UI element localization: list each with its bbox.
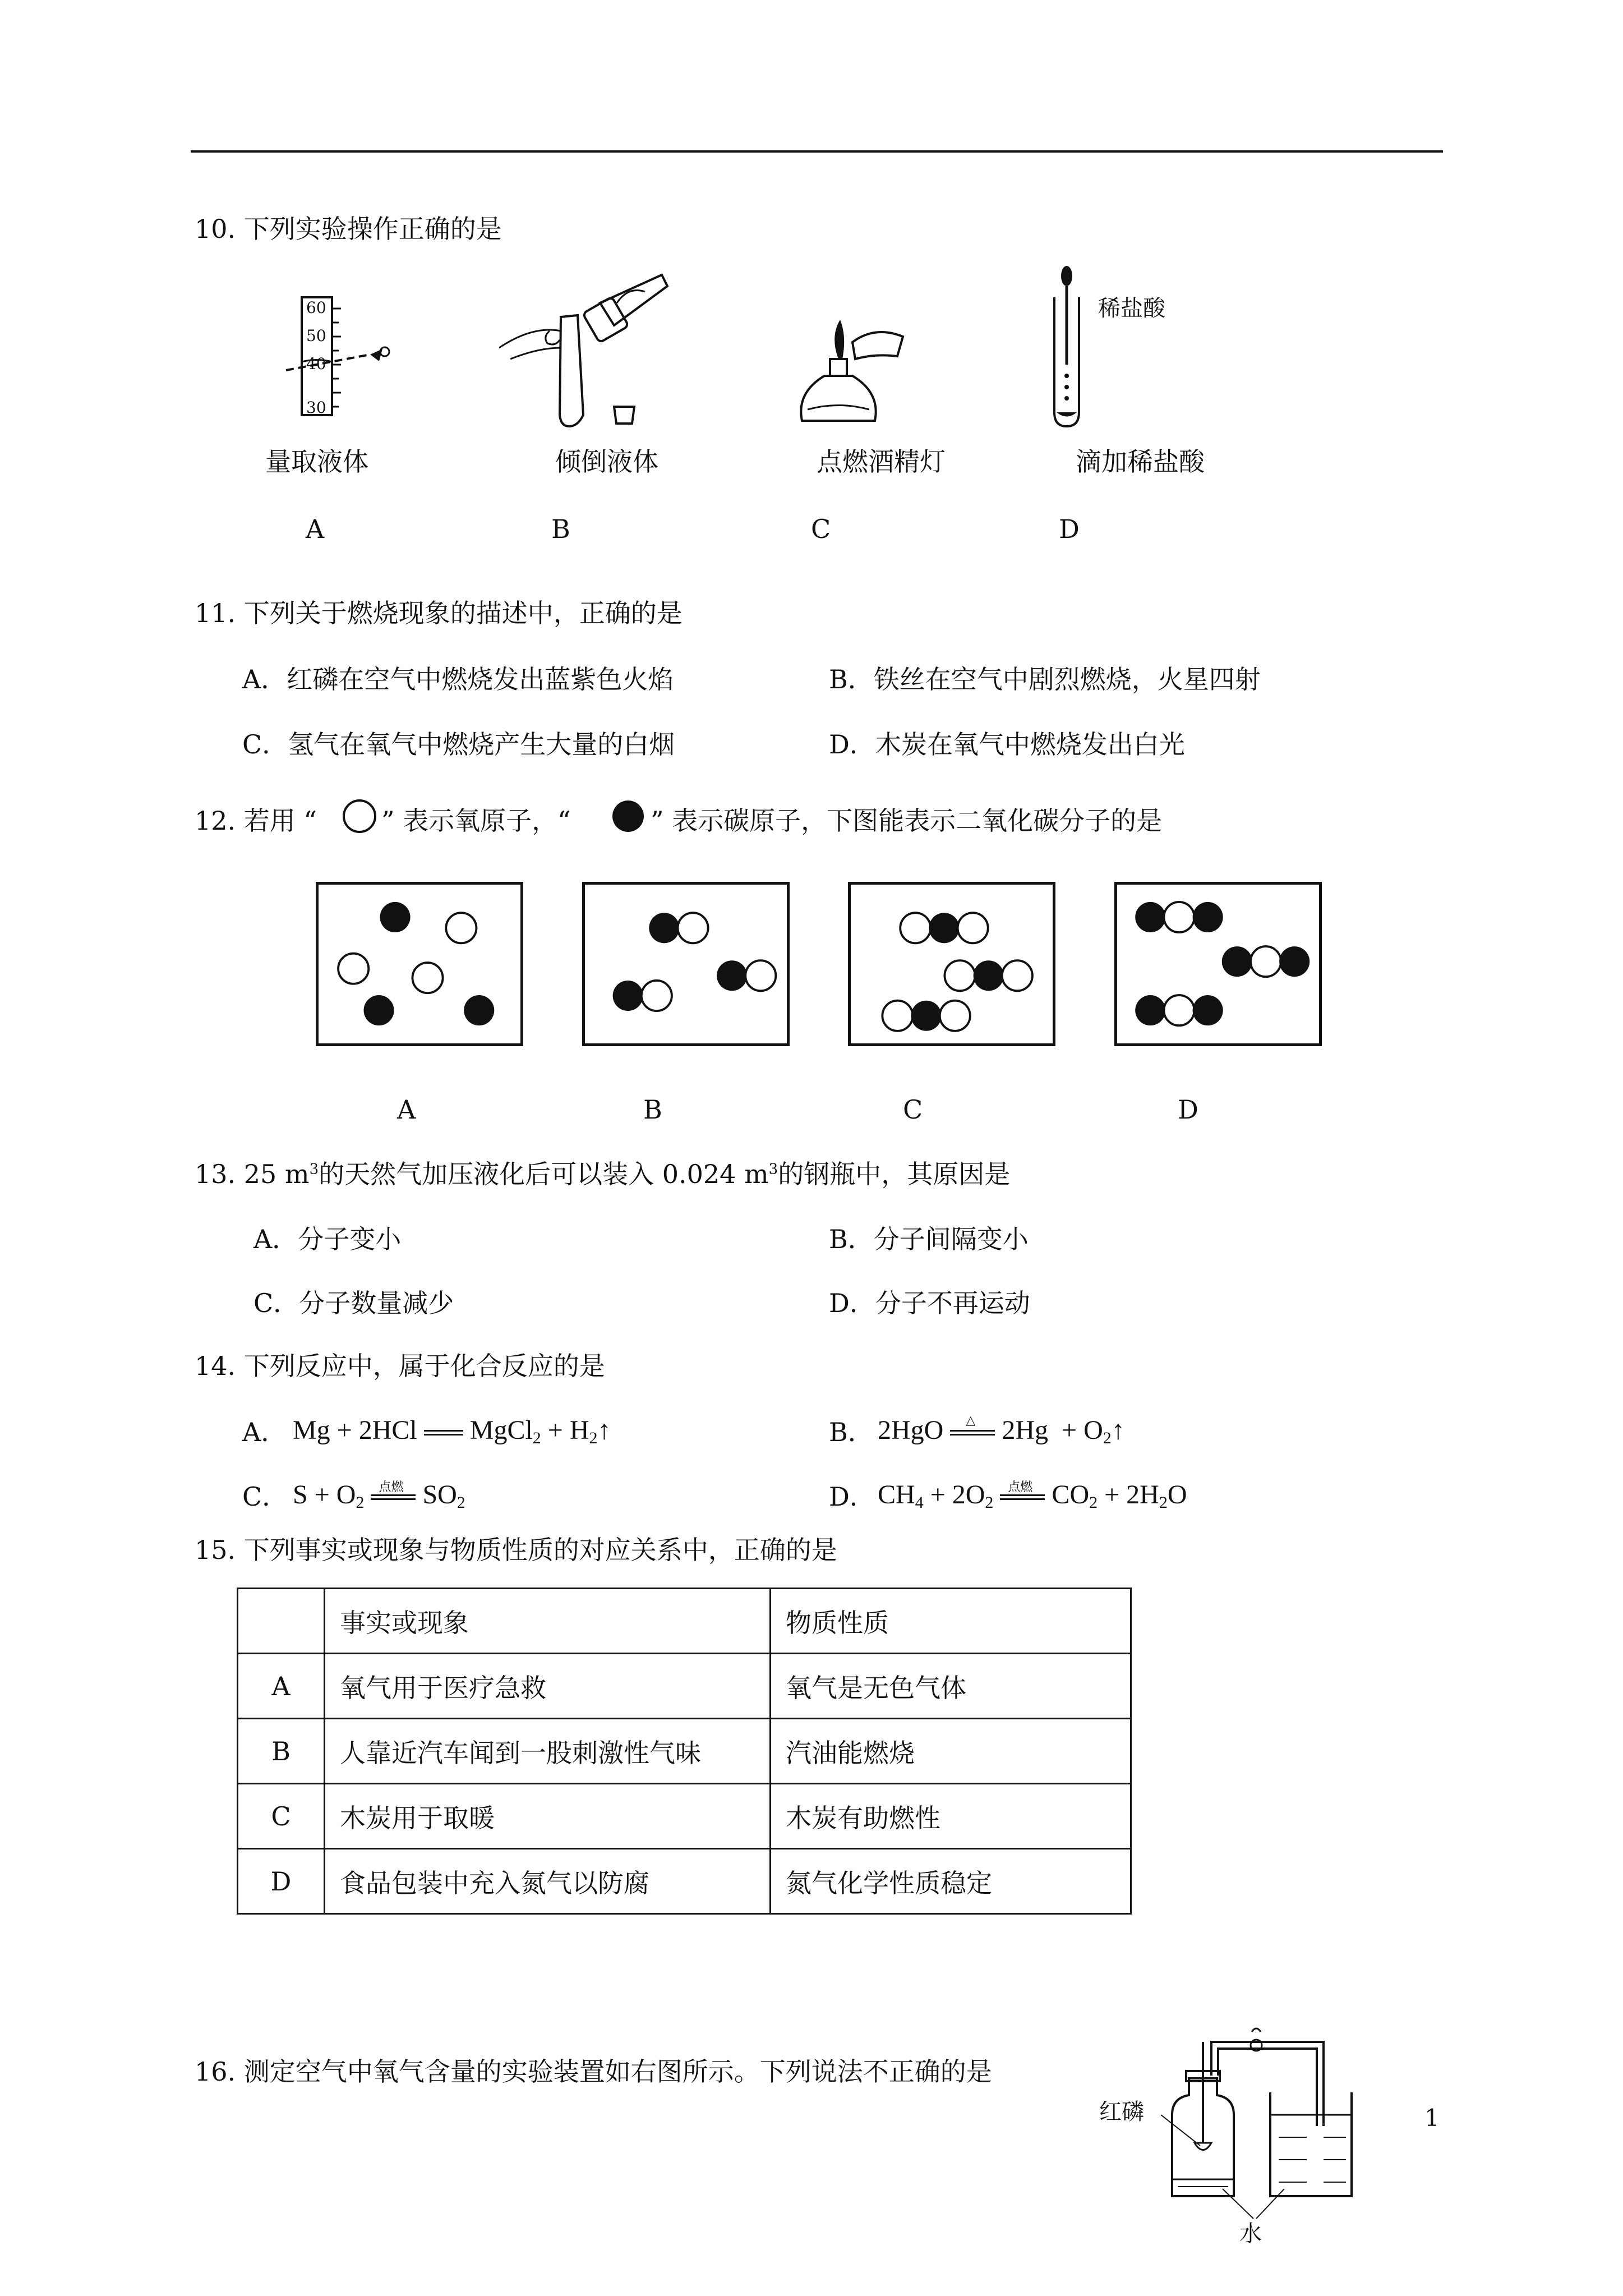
table-header-cell: 事实或现象	[325, 1589, 771, 1654]
q13-stem-part2: 的天然气加压液化后可以装入 0.024 m	[319, 1159, 769, 1189]
dropper-test-tube-illustration	[1049, 264, 1116, 432]
q15-stem: 15. 下列事实或现象与物质性质的对应关系中，正确的是	[195, 1535, 837, 1565]
graduated-cylinder-illustration	[280, 292, 393, 421]
q12-box-a	[316, 882, 523, 1046]
q14-stem: 14. 下列反应中，属于化合反应的是	[195, 1351, 605, 1381]
q11-option-a: A．红磷在空气中燃烧发出蓝紫色火焰	[242, 664, 674, 694]
q14-equation-d: $CH_4 + 2O_2$ 点燃 $CO_2 + 2H_2O$	[878, 1479, 1187, 1512]
header-rule	[191, 150, 1443, 153]
q10-caption-b: 倾倒液体	[555, 447, 658, 477]
q14-label-a: A．	[242, 1417, 287, 1447]
table-cell: 氧气是无色气体	[771, 1654, 1131, 1719]
q14-label-b: B．	[829, 1417, 874, 1447]
q13-option-c: C．分子数量减少	[253, 1288, 454, 1318]
table-cell: 氧气用于医疗急救	[325, 1654, 771, 1719]
cylinder-mark-40: 40	[306, 355, 326, 373]
q12-box-b	[582, 882, 790, 1046]
q13-stem-part3: 的钢瓶中，其原因是	[778, 1159, 1011, 1189]
q15-property-table	[237, 1588, 1132, 1915]
cylinder-mark-60: 60	[306, 298, 326, 317]
table-cell: 汽油能燃烧	[771, 1719, 1131, 1784]
q12-stem-part3: ” 表示碳原子，下图能表示二氧化碳分子的是	[651, 806, 1163, 836]
q10-stem: 10. 下列实验操作正确的是	[195, 214, 502, 244]
q13-stem-part1: 13. 25 m	[195, 1159, 310, 1189]
table-cell: D	[238, 1849, 325, 1914]
pouring-liquid-illustration	[499, 264, 673, 432]
heat-condition: △	[966, 1412, 976, 1427]
table-cell: B	[238, 1719, 325, 1784]
page-number: 1	[1424, 2104, 1440, 2132]
table-cell: 食品包装中充入氮气以防腐	[325, 1849, 771, 1914]
table-header-cell: 物质性质	[771, 1589, 1131, 1654]
q12-box-d	[1114, 882, 1322, 1046]
q10-caption-d: 滴加稀盐酸	[1076, 447, 1205, 477]
cylinder-mark-50: 50	[306, 326, 326, 345]
apparatus-label-water: 水	[1239, 2221, 1262, 2247]
q13-stem	[195, 1161, 1010, 1187]
q14-equation-c: $S + O_2$ 点燃 $SO_2$	[293, 1479, 465, 1512]
q10-letter-a: A	[306, 514, 325, 544]
q16-stem: 16. 测定空气中氧气含量的实验装置如右图所示。下列说法不正确的是	[195, 2056, 992, 2087]
alcohol-lamp-illustration	[791, 303, 914, 432]
q14-label-c: C．	[242, 1481, 288, 1512]
q12-stem-part2: ” 表示氧原子，“	[381, 806, 571, 836]
q13-option-a: A．分子变小	[253, 1224, 402, 1254]
ignite-condition-d: 点燃	[1008, 1479, 1033, 1494]
carbon-atom-icon	[608, 797, 648, 836]
q10-letter-b: B	[551, 514, 570, 544]
table-cell: A	[238, 1654, 325, 1719]
q10-letter-d: D	[1059, 514, 1080, 544]
dropper-label: 稀盐酸	[1098, 296, 1165, 321]
apparatus-label-phosphorus: 红磷	[1099, 2099, 1144, 2125]
q11-option-b: B．铁丝在空气中剧烈燃烧，火星四射	[829, 664, 1261, 694]
q11-stem: 11. 下列关于燃烧现象的描述中，正确的是	[195, 598, 683, 628]
oxygen-atom-icon	[340, 797, 379, 836]
q12-letter-d: D	[1178, 1094, 1198, 1125]
q10-caption-c: 点燃酒精灯	[817, 447, 946, 477]
q12-stem-part1: 12. 若用 “	[195, 806, 317, 836]
q11-option-d: D．木炭在氧气中燃烧发出白光	[829, 729, 1185, 760]
q12-letter-a: A	[397, 1094, 416, 1125]
table-cell: 人靠近汽车闻到一股刺激性气味	[325, 1719, 771, 1784]
q12-letter-b: B	[643, 1094, 662, 1125]
q14-equation-b: 2HgO △ $2Hg + O_2↑$	[878, 1412, 1125, 1447]
cylinder-mark-30: 30	[306, 398, 326, 417]
table-cell: C	[238, 1784, 325, 1849]
q13-option-b: B．分子间隔变小	[829, 1224, 1029, 1254]
table-row	[238, 1784, 1131, 1849]
q12-box-c	[848, 882, 1055, 1046]
q14-label-d: D．	[829, 1481, 875, 1512]
table-row	[238, 1719, 1131, 1784]
q12-letter-c: C	[903, 1094, 923, 1125]
table-header-row	[238, 1589, 1131, 1654]
table-cell: 木炭有助燃性	[771, 1784, 1131, 1849]
q11-option-c: C．氢气在氧气中燃烧产生大量的白烟	[242, 729, 675, 760]
oxygen-measurement-apparatus-illustration	[1155, 2025, 1368, 2238]
q13-unit-sup2: 3	[768, 1161, 778, 1178]
table-cell: 木炭用于取暖	[325, 1784, 771, 1849]
table-cell: 氮气化学性质稳定	[771, 1849, 1131, 1914]
q10-caption-a: 量取液体	[265, 447, 368, 477]
ignite-condition-c: 点燃	[379, 1479, 404, 1494]
q10-letter-c: C	[811, 514, 831, 544]
table-row	[238, 1654, 1131, 1719]
q13-unit-sup: 3	[309, 1161, 319, 1178]
q14-equation-a: Mg + 2HCl MgCl$_2$ + $H_2↑$	[293, 1415, 611, 1447]
table-row	[238, 1849, 1131, 1914]
table-header-cell	[238, 1589, 325, 1654]
q13-option-d: D．分子不再运动	[829, 1288, 1030, 1318]
